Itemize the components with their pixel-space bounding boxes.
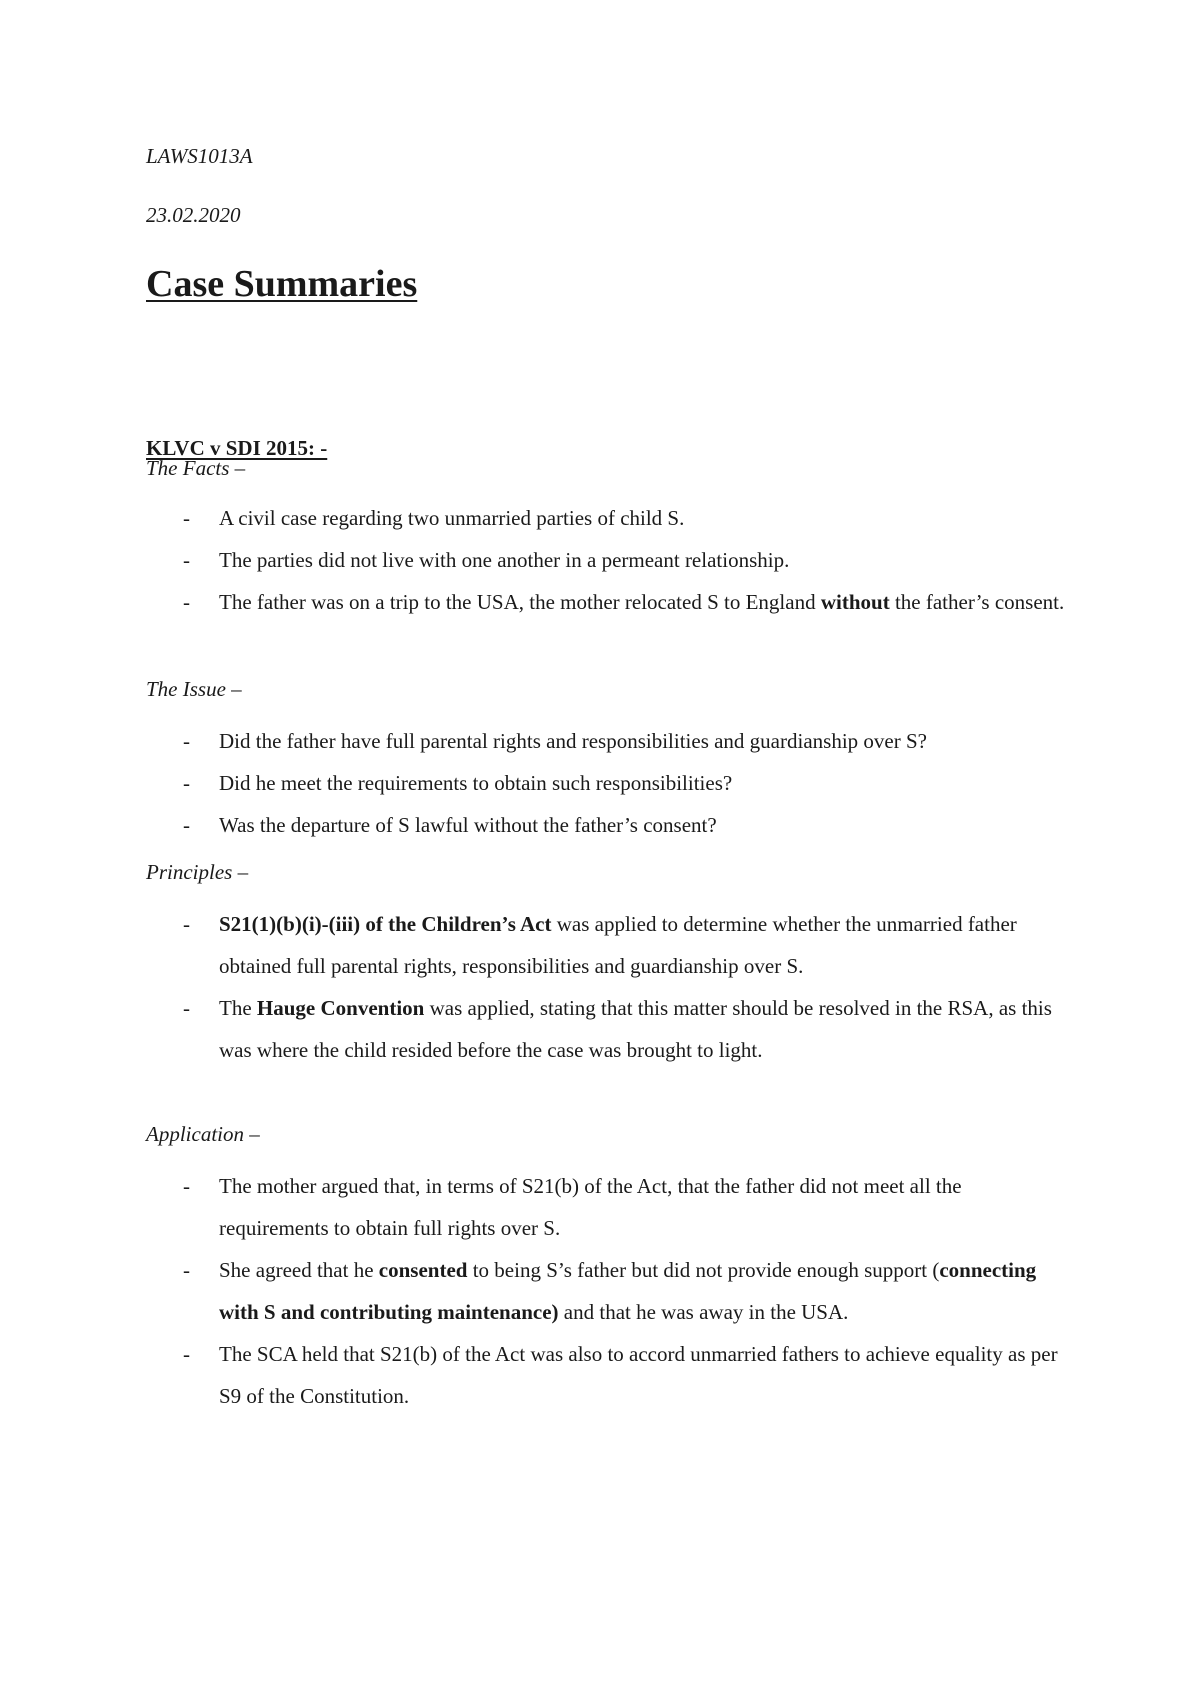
bold-text: without: [820, 590, 890, 614]
list-item-text: The parties did not live with one another in a permeant relationship.: [219, 548, 790, 572]
list-item-text: was applied to determine whether the unmarried father obtained full parental rights, responsibilities and guardianship over S.: [219, 912, 1017, 978]
case-heading: KLVC v SDI 2015: -: [146, 436, 328, 460]
dash-bullet-icon: -: [183, 912, 190, 936]
list-item-text: The father was on a trip to the USA, the mother relocated S to England: [219, 590, 821, 614]
principles-list: [146, 903, 1076, 1071]
application-list: [146, 1165, 1076, 1417]
list-item: [146, 1249, 1076, 1333]
list-item-text: was applied, stating that this matter should be resolved in the RSA, as this was where the child resided before the case was brought to light.: [219, 996, 1052, 1062]
facts-list: [146, 497, 1076, 623]
dash-bullet-icon: -: [183, 771, 190, 795]
list-item: [146, 903, 1076, 987]
list-item: [146, 539, 1076, 581]
list-item: [146, 720, 1076, 762]
dash-bullet-icon: -: [183, 1342, 190, 1366]
list-item: [146, 987, 1076, 1071]
list-item: [146, 762, 1076, 804]
list-item-text: Was the departure of S lawful without the father’s consent?: [219, 813, 717, 837]
list-item-text: A civil case regarding two unmarried parties of child S.: [219, 506, 685, 530]
dash-bullet-icon: -: [183, 590, 190, 614]
list-item-text: She agreed that he: [219, 1258, 379, 1282]
list-item: [146, 497, 1076, 539]
list-item-text: The: [219, 996, 257, 1020]
page-title: Case Summaries: [146, 263, 418, 305]
issue-list: [146, 720, 1076, 846]
list-item-text: to being S’s father but did not provide enough support (: [467, 1258, 940, 1282]
dash-bullet-icon: -: [183, 1174, 190, 1198]
dash-bullet-icon: -: [183, 506, 190, 530]
document-date: 23.02.2020: [146, 203, 241, 227]
bold-text: connecting with S and contributing maintenance): [219, 1258, 1037, 1324]
bold-text: consented: [378, 1258, 468, 1282]
dash-bullet-icon: -: [183, 548, 190, 572]
dash-bullet-icon: -: [183, 813, 190, 837]
list-item: [146, 581, 1076, 623]
list-item-text: Did the father have full parental rights and responsibilities and guardianship over S?: [219, 729, 927, 753]
list-item-text: The mother argued that, in terms of S21(b) of the Act, that the father did not meet all the requirements to obtain full rights over S.: [219, 1174, 962, 1240]
dash-bullet-icon: -: [183, 996, 190, 1020]
dash-bullet-icon: -: [183, 729, 190, 753]
bold-text: S21(1)(b)(i)-(iii) of the Children’s Act: [219, 912, 552, 936]
bold-text: Hauge Convention: [256, 996, 425, 1020]
list-item: [146, 1333, 1076, 1417]
list-item: [146, 1165, 1076, 1249]
section-heading-principles: Principles –: [146, 860, 249, 884]
list-item-text: and that he was away in the USA.: [558, 1300, 849, 1324]
list-item-text: The SCA held that S21(b) of the Act was also to accord unmarried fathers to achieve equality as per S9 of the Constitution.: [219, 1342, 1058, 1408]
section-heading-issue: The Issue –: [146, 677, 242, 701]
list-item-text: Did he meet the requirements to obtain such responsibilities?: [219, 771, 733, 795]
course-code: LAWS1013A: [146, 144, 253, 168]
section-heading-application: Application –: [146, 1122, 260, 1146]
dash-bullet-icon: -: [183, 1258, 190, 1282]
list-item: [146, 804, 1076, 846]
section-heading-facts: The Facts –: [146, 456, 246, 480]
list-item-text: the father’s consent.: [889, 590, 1065, 614]
